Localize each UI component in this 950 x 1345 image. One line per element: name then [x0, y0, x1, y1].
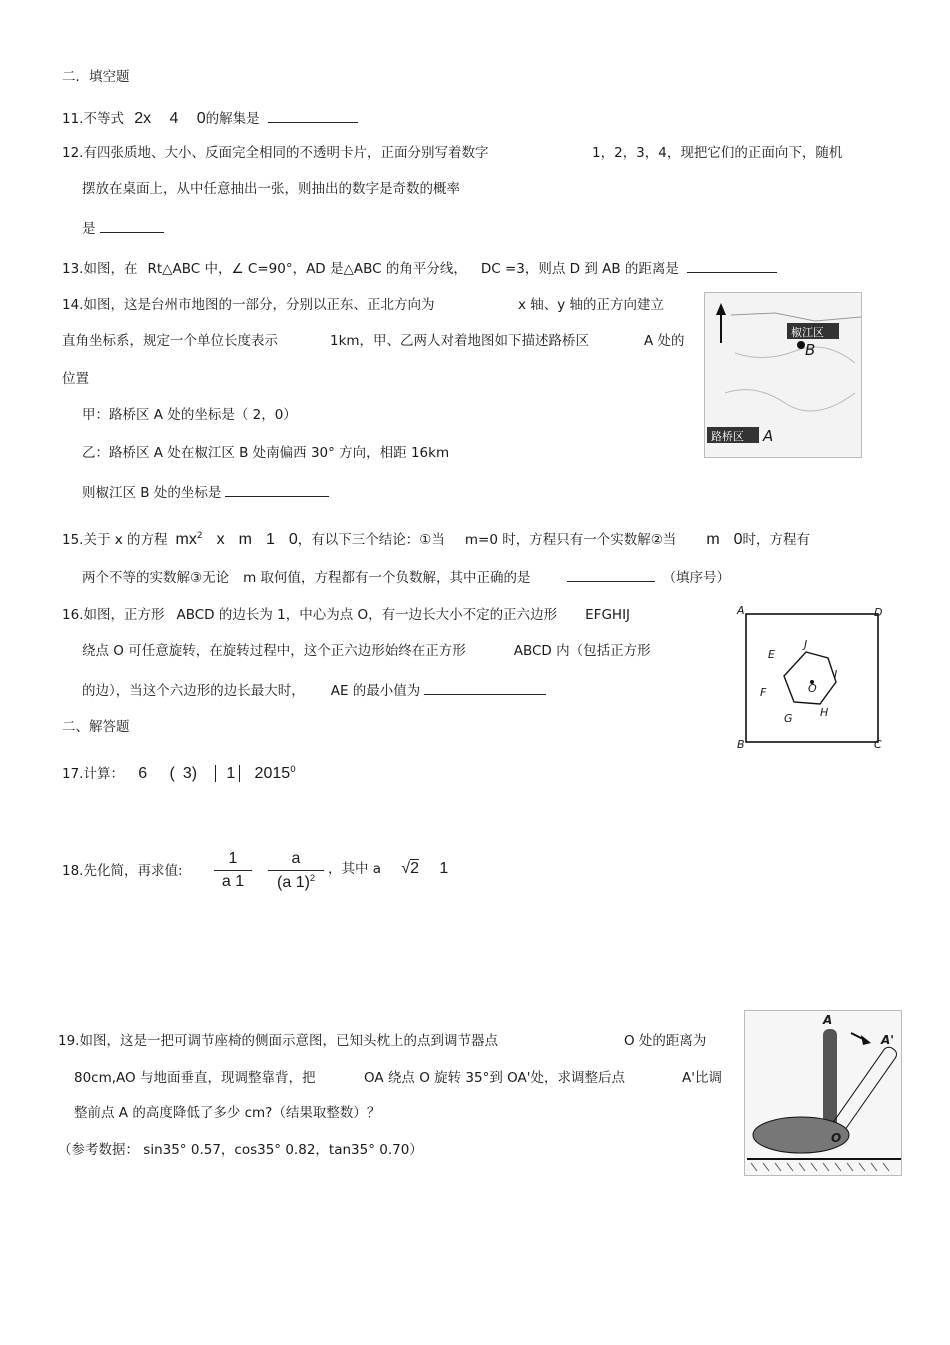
label-g: G [784, 712, 793, 725]
question-12-line2: 摆放在桌面上，从中任意抽出一张，则抽出的数字是奇数的概率 [82, 181, 460, 197]
answer-blank[interactable] [424, 680, 546, 695]
question-19-line2b: OA 绕点 O 旋转 35°到 OA'处，求调整后点 [364, 1070, 625, 1086]
answer-blank[interactable] [567, 567, 655, 582]
question-14-line2c: A 处的 [644, 333, 685, 349]
label-a-prime: A' [881, 1033, 894, 1047]
label-o: O [808, 682, 817, 695]
map-label-luqiao: 路桥区 [711, 430, 744, 443]
label-e: E [768, 648, 775, 661]
question-18-label: 18.先化简，再求值: [62, 863, 183, 879]
label-c: C [874, 738, 882, 751]
question-14-line6: 则椒江区 B 处的坐标是 [82, 482, 329, 502]
question-18-value: ，其中 a √2 1 [328, 860, 449, 877]
square-hexagon-drawing [734, 602, 894, 754]
question-12-line3: 是 [82, 218, 164, 238]
fraction-1: 1 a 1 [214, 850, 252, 891]
question-17: 17.计算： 6 ( 3) 1 2015$^0$ [62, 765, 296, 782]
question-14-line4: 甲：路桥区 A 处的坐标是（ 2，0） [82, 407, 297, 423]
label-d: D [874, 606, 883, 619]
label-o: O [831, 1131, 842, 1145]
question-19-line2: 80cm,AO 与地面垂直，现调整靠背，把 [74, 1070, 316, 1086]
section-title-solve: 二、解答题 [62, 719, 130, 735]
question-15-line2: 两个不等的实数解③无论 m 取何值，方程都有一个负数解，其中正确的是 （填序号） [82, 567, 730, 587]
answer-blank[interactable] [687, 258, 777, 273]
question-19-line1b: O 处的距离为 [624, 1033, 707, 1049]
fraction-2: a (a 1)$^2$ [268, 850, 324, 892]
question-14-line5: 乙：路桥区 A 处在椒江区 B 处南偏西 30° 方向，相距 16km [82, 445, 450, 461]
question-15-line1: 15.关于 x 的方程 $mx^2$ x m 1 0，有以下三个结论：①当 m=0 时，方程只有一个实数解②当 m 0时，方程有 [62, 531, 811, 548]
answer-blank[interactable] [268, 108, 358, 123]
map-figure [704, 292, 862, 458]
question-14-line2b: 1km，甲、乙两人对着地图如下描述路桥区 [330, 333, 590, 349]
answer-blank[interactable] [100, 218, 164, 233]
question-16-line1: 16.如图，正方形 ABCD 的边长为 1，中心为点 O，有一边长大小不定的正六边形 EFGHIJ [62, 607, 631, 623]
chair-figure [744, 1010, 902, 1176]
question-14-line1: 14.如图，这是台州市地图的一部分，分别以正东、正北方向为 [62, 297, 435, 313]
question-12-line1: 12.有四张质地、大小、反面完全相同的不透明卡片，正面分别写着数字 [62, 145, 489, 161]
question-16-line2: 绕点 O 可任意旋转，在旋转过程中，这个正六边形始终在正方形 ABCD 内（包括正方形 [82, 643, 651, 659]
question-16-line3: 的边），当这个六边形的边长最大时， AE 的最小值为 [82, 680, 546, 700]
label-f: F [760, 686, 767, 699]
section-title-fill: 二．填空题 [62, 69, 130, 85]
map-label-b: B [805, 341, 816, 359]
chair-drawing [745, 1011, 901, 1175]
label-b: B [737, 738, 745, 751]
question-14-line1b: x 轴、y 轴的正方向建立 [518, 297, 665, 313]
question-19-line1: 19.如图，这是一把可调节座椅的侧面示意图，已知头枕上的点到调节器点 [58, 1033, 498, 1049]
question-12-line1b: 1，2，3，4，现把它们的正面向下，随机 [592, 145, 843, 161]
question-19-line2c: A'比调 [682, 1070, 722, 1086]
question-14-line2: 直角坐标系，规定一个单位长度表示 [62, 333, 278, 349]
map-label-jiaojiang: 椒江区 [791, 326, 824, 339]
question-19-reference: （参考数据： sin35° 0.57，cos35° 0.82，tan35° 0.70） [58, 1142, 423, 1158]
label-h: H [820, 706, 829, 719]
label-a: A [737, 604, 745, 617]
label-i: I [834, 668, 838, 681]
question-19-line3: 整前点 A 的高度降低了多少 cm?（结果取整数）？ [74, 1105, 381, 1121]
map-label-a: A [763, 427, 774, 445]
square-hexagon-figure [734, 602, 894, 754]
question-14-line3: 位置 [62, 371, 89, 387]
answer-blank[interactable] [225, 482, 329, 497]
question-13: 13.如图，在 Rt△ABC 中，∠ C=90°，AD 是△ABC 的角平分线， DC =3，则点 D 到 AB 的距离是 [62, 258, 777, 278]
label-j: J [804, 638, 808, 651]
label-a: A [823, 1013, 833, 1027]
question-11: 11.不等式 2x 4 0的解集是 [62, 108, 358, 128]
